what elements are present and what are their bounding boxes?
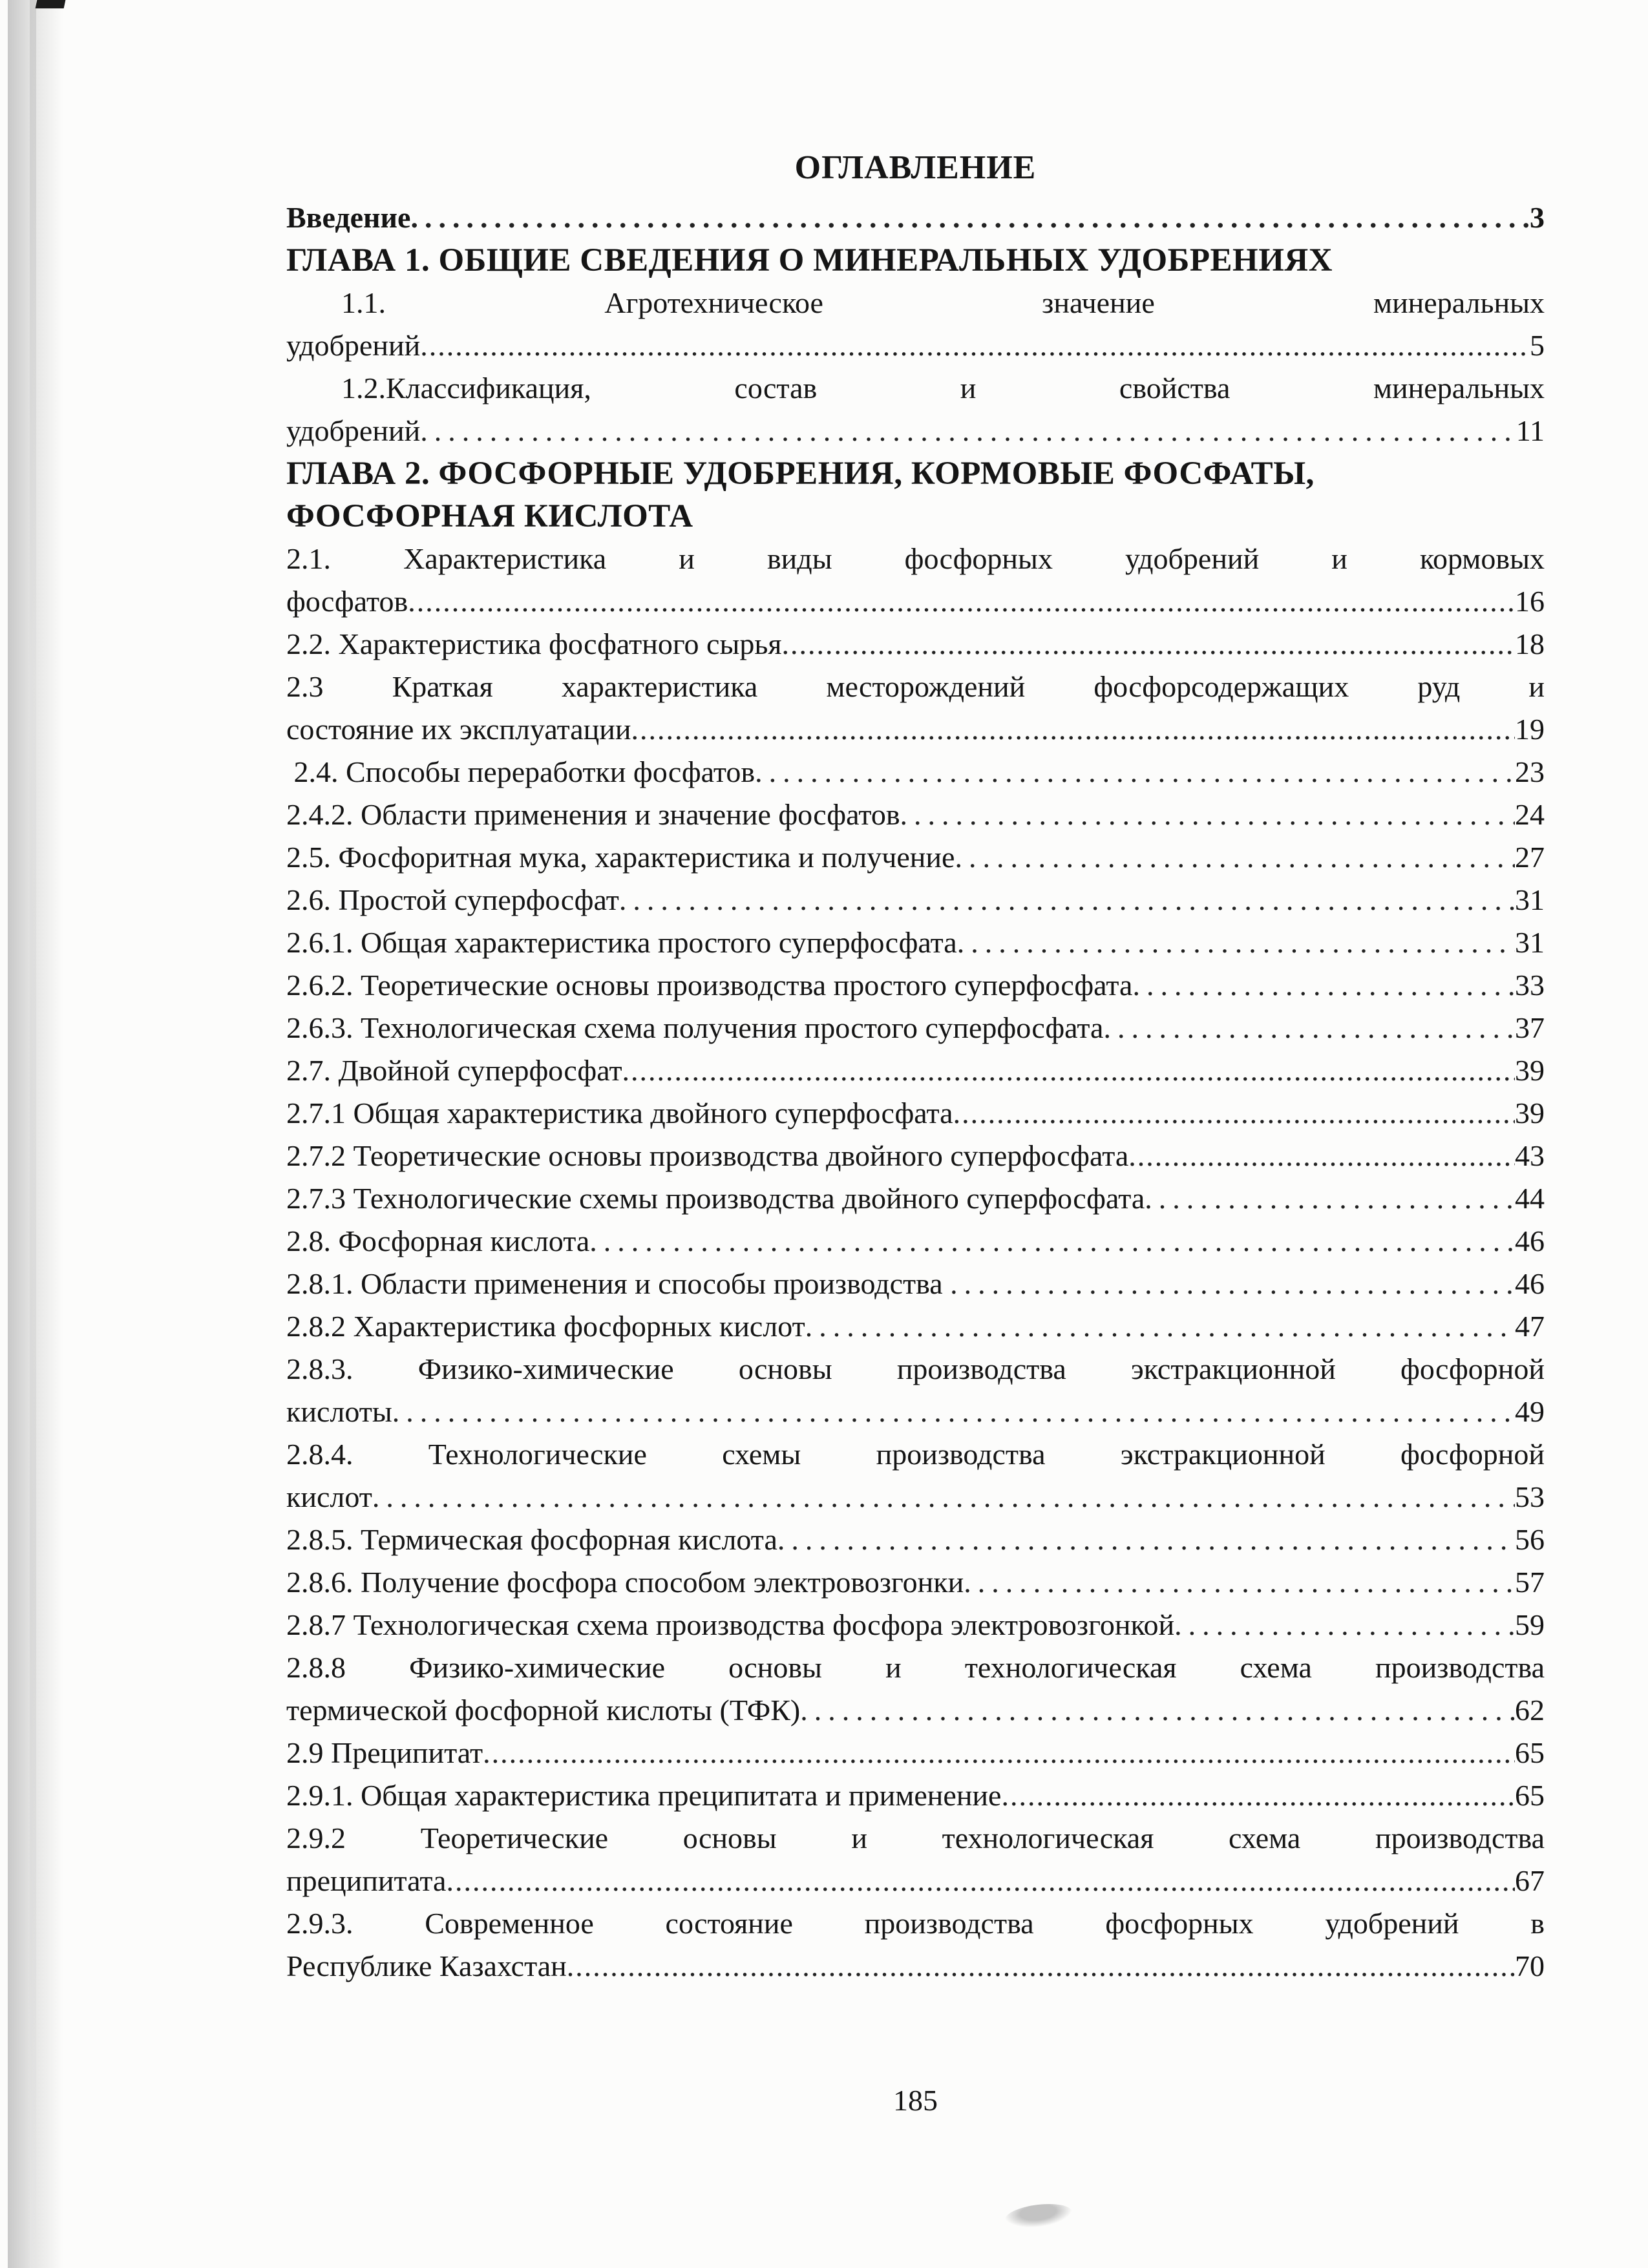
dot-leader (619, 879, 1515, 921)
scan-gutter-shadow (8, 0, 63, 2268)
toc-line (286, 1135, 1545, 1177)
toc-line-text: 2.5. Фосфоритная мука, характеристика и получение (286, 841, 955, 874)
dot-leader (964, 1561, 1515, 1604)
dot-leader (420, 410, 1516, 452)
dot-leader (955, 836, 1515, 879)
dot-leader (372, 1476, 1515, 1518)
toc-line (286, 1774, 1545, 1817)
toc-line-text: 2.7.3 Технологические схемы производства двойного суперфосфата (286, 1182, 1145, 1215)
dot-leader (483, 1732, 1515, 1774)
dot-leader (1132, 964, 1515, 1007)
toc-line-text: 2.1. Характеристика и виды фосфорных удобрений и кормовых (286, 542, 1545, 575)
dot-leader (957, 921, 1515, 964)
toc-page-number: 49 (1515, 1395, 1545, 1428)
toc-page-number: 39 (1515, 1097, 1545, 1129)
toc-line (286, 1348, 1545, 1391)
toc-line-text: 2.2. Характеристика фосфатного сырья (286, 627, 782, 660)
toc-line (286, 1049, 1545, 1092)
toc-line (286, 1177, 1545, 1220)
page-number-footer: 185 (893, 2084, 938, 2117)
toc-page-number: 16 (1515, 585, 1545, 618)
toc-line (286, 196, 1545, 239)
toc-line-text: 2.9.3. Современное состояние производства фосфорных удобрений в (286, 1907, 1545, 1940)
toc-line-text: фосфатов (286, 585, 408, 618)
dot-leader (589, 1220, 1515, 1263)
toc-page-number: 24 (1515, 798, 1545, 831)
toc-page-number: 5 (1530, 329, 1545, 362)
toc-line-text: кислот (286, 1480, 372, 1513)
toc-line-text: 2.8. Фосфорная кислота (286, 1224, 590, 1257)
toc-line (286, 1433, 1545, 1476)
toc-line-text: кислоты (286, 1395, 392, 1428)
scan-gutter-line (30, 0, 36, 2268)
dot-leader (392, 1391, 1515, 1433)
dot-leader (410, 196, 1530, 239)
toc-page-number: 47 (1515, 1310, 1545, 1343)
toc-line-text: 2.8.2 Характеристика фосфорных кислот (286, 1310, 805, 1343)
dot-leader (1103, 1007, 1515, 1049)
toc-line-text: 2.8.6. Получение фосфора способом электровозгонки (286, 1566, 964, 1599)
toc-line (286, 1817, 1545, 1860)
toc-line-text: ГЛАВА 2. ФОСФОРНЫЕ УДОБРЕНИЯ, КОРМОВЫЕ ФОСФАТЫ, (286, 456, 1315, 492)
toc-line (286, 1391, 1545, 1433)
toc-line-text: 1.2.Классификация, состав и свойства минеральных (341, 372, 1545, 404)
toc-page-number: 43 (1515, 1139, 1545, 1172)
dot-leader (777, 1518, 1515, 1561)
toc-line (286, 1476, 1545, 1518)
dot-leader (1174, 1604, 1515, 1646)
toc-line (286, 623, 1545, 666)
toc-line (286, 1689, 1545, 1732)
toc-line-text: удобрений (286, 414, 421, 447)
toc-line-text: 2.6.1. Общая характеристика простого суперфосфата (286, 926, 957, 959)
dot-leader (953, 1092, 1515, 1135)
dot-leader (631, 708, 1515, 751)
toc-page-number: 33 (1515, 969, 1545, 1002)
dot-leader (900, 793, 1515, 836)
toc-line (286, 282, 1545, 324)
toc-line (286, 708, 1545, 751)
toc-page-number: 56 (1515, 1523, 1545, 1556)
toc-line (286, 921, 1545, 964)
toc-line-text: Республике Казахстан (286, 1949, 567, 1982)
dot-leader (805, 1305, 1515, 1348)
toc-line (286, 1561, 1545, 1604)
dot-leader (1145, 1177, 1515, 1220)
toc-line-text: 2.8.7 Технологическая схема производства фосфора электровозгонкой (286, 1608, 1175, 1641)
toc-line (286, 1220, 1545, 1263)
dot-leader (1001, 1774, 1515, 1817)
toc-page-number: 59 (1515, 1608, 1545, 1641)
page-content (286, 147, 1545, 2117)
toc-page-number: 27 (1515, 841, 1545, 874)
toc-line-text: 2.8.8 Физико-химические основы и технологическая схема производства (286, 1651, 1545, 1684)
toc-line-text: 2.9 Преципитат (286, 1736, 483, 1769)
toc-line (286, 1732, 1545, 1774)
toc-line (286, 1092, 1545, 1135)
dot-leader (782, 623, 1515, 666)
toc-line (286, 1263, 1545, 1305)
toc-page-number: 46 (1515, 1224, 1545, 1257)
toc-line-text: 2.4.2. Области применения и значение фосфатов (286, 798, 900, 831)
toc-line (286, 1007, 1545, 1049)
toc-page-number: 18 (1515, 627, 1545, 660)
toc-line-text: 2.7. Двойной суперфосфат (286, 1054, 622, 1087)
toc-line-text: ГЛАВА 1. ОБЩИЕ СВЕДЕНИЯ О МИНЕРАЛЬНЫХ УДОБРЕНИЯХ (286, 242, 1333, 278)
scan-smudge-artifact (1004, 2201, 1073, 2231)
toc-page-number: 31 (1515, 926, 1545, 959)
toc-page-number: 57 (1515, 1566, 1545, 1599)
toc-line (286, 1518, 1545, 1561)
toc-line-text: 2.9.2 Теоретические основы и технологическая схема производства (286, 1822, 1545, 1854)
scan-artifact-top-mark (36, 0, 66, 8)
dot-leader (622, 1049, 1515, 1092)
toc-line-text: 2.8.1. Области применения и способы производства (286, 1267, 951, 1300)
toc-page-number: 46 (1515, 1267, 1545, 1300)
dot-leader (408, 580, 1515, 623)
toc-chapter-heading (286, 452, 1545, 495)
toc-line (286, 793, 1545, 836)
toc-page-number: 44 (1515, 1182, 1545, 1215)
toc-page-number: 37 (1515, 1011, 1545, 1044)
toc-line-text: удобрений (286, 329, 421, 362)
toc-line (286, 580, 1545, 623)
toc-line-text: 2.6. Простой суперфосфат (286, 883, 619, 916)
toc-line (286, 1604, 1545, 1646)
toc-line (286, 410, 1545, 452)
toc-page-number: 53 (1515, 1480, 1545, 1513)
toc-line-text: состояние их эксплуатации (286, 713, 631, 746)
toc-line-text: 2.3 Краткая характеристика месторождений фосфорсодержащих руд и (286, 670, 1545, 703)
dot-leader (1128, 1135, 1515, 1177)
toc-line-text: преципитата (286, 1864, 447, 1897)
dot-leader (420, 324, 1530, 367)
toc-line (286, 751, 1545, 793)
toc-line (286, 538, 1545, 580)
toc-line (286, 666, 1545, 708)
toc-page-number: 67 (1515, 1864, 1545, 1897)
toc-line (286, 1646, 1545, 1689)
toc-line (286, 1860, 1545, 1902)
dot-leader (755, 751, 1515, 793)
toc-page-number: 23 (1515, 755, 1545, 788)
toc-line-text: 2.6.3. Технологическая схема получения простого суперфосфата (286, 1011, 1104, 1044)
toc-line (286, 367, 1545, 410)
toc-line (286, 879, 1545, 921)
toc-page-number: 62 (1515, 1694, 1545, 1727)
toc-line (286, 1305, 1545, 1348)
toc-line (286, 836, 1545, 879)
toc-line-text: 2.8.4. Технологические схемы производства экстракционной фосфорной (286, 1438, 1545, 1471)
toc-page-number: 3 (1530, 201, 1545, 234)
toc-line-text: 2.6.2. Теоретические основы производства простого суперфосфата (286, 969, 1133, 1002)
toc-line-text: 2.8.5. Термическая фосфорная кислота (286, 1523, 777, 1556)
toc-page-number: 19 (1515, 713, 1545, 746)
dot-leader (800, 1689, 1515, 1732)
toc-chapter-heading (286, 495, 1545, 538)
toc-page-number: 39 (1515, 1054, 1545, 1087)
dot-leader (567, 1945, 1515, 1988)
toc-line (286, 964, 1545, 1007)
toc-line-text: термической фосфорной кислоты (ТФК) (286, 1694, 801, 1727)
toc-line-text: 1.1. Агротехническое значение минеральных (341, 286, 1545, 319)
toc-line (286, 1945, 1545, 1988)
toc-line-text: 2.9.1. Общая характеристика преципитата и применение (286, 1779, 1002, 1812)
toc-page-number: 65 (1515, 1736, 1545, 1769)
toc-line-text: ФОСФОРНАЯ КИСЛОТА (286, 498, 693, 534)
toc-chapter-heading (286, 239, 1545, 282)
toc-page-number: 65 (1515, 1779, 1545, 1812)
toc-line (286, 324, 1545, 367)
toc-line-text: 2.4. Способы переработки фосфатов (286, 755, 755, 788)
toc-line-text: Введение (286, 201, 411, 234)
table-of-contents (286, 196, 1545, 1988)
toc-page-number: 31 (1515, 883, 1545, 916)
toc-line-text: 2.8.3. Физико-химические основы производства экстракционной фосфорной (286, 1352, 1545, 1385)
dot-leader (950, 1263, 1515, 1305)
toc-line-text: 2.7.1 Общая характеристика двойного суперфосфата (286, 1097, 953, 1129)
page-title: ОГЛАВЛЕНИЕ (794, 149, 1037, 186)
toc-page-number: 11 (1516, 414, 1545, 447)
toc-line (286, 1902, 1545, 1945)
dot-leader (446, 1860, 1515, 1902)
toc-line-text: 2.7.2 Теоретические основы производства двойного суперфосфата (286, 1139, 1129, 1172)
toc-page-number: 70 (1515, 1949, 1545, 1982)
